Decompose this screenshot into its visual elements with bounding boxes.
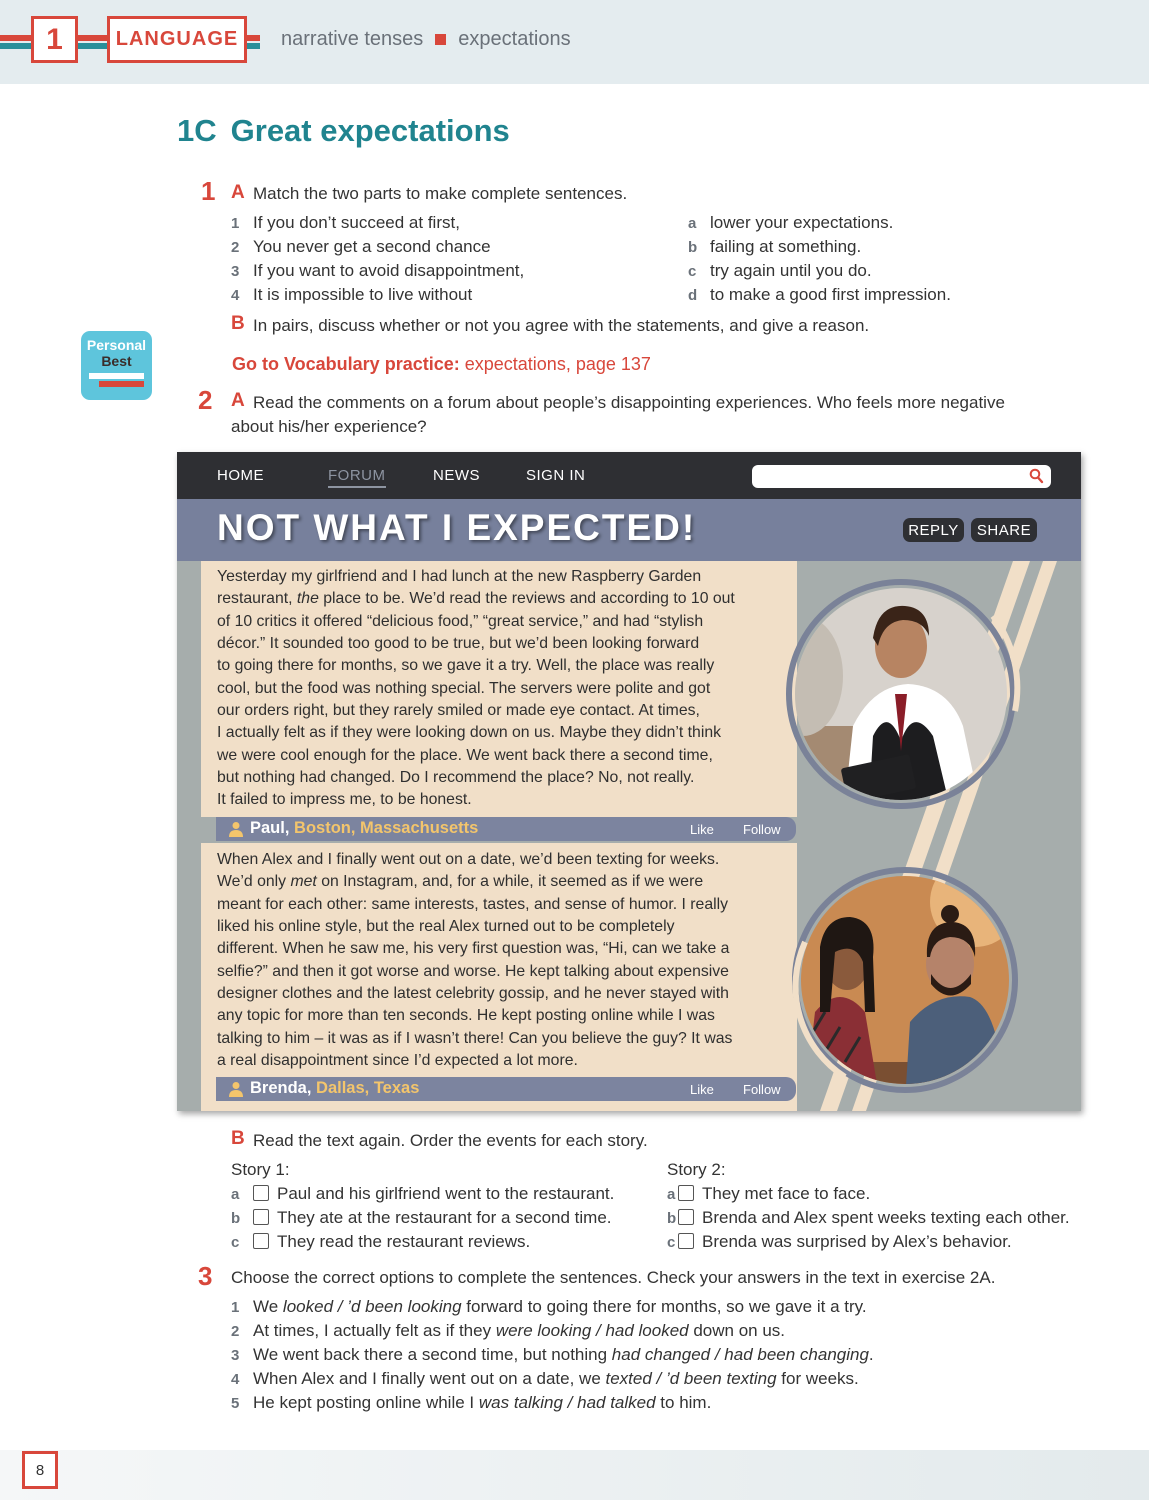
post-line: but nothing had changed. Do I recommend the place? No, not really. (217, 769, 695, 787)
exercise-3-item: 1 We looked / ’d been looking forward to going there for months, so we gave it a try. (231, 1297, 867, 1316)
story-1-item: b They ate at the restaurant for a second time. (231, 1208, 612, 1227)
exercise-3-number: 3 (198, 1261, 213, 1291)
match-right-item: a lower your expectations. (688, 213, 894, 232)
nav-sign-in[interactable]: SIGN IN (526, 467, 586, 484)
checkbox[interactable] (678, 1209, 694, 1225)
match-left-item: 2 You never get a second chance (231, 237, 491, 256)
vocab-link-label: Go to Vocabulary practice: (232, 354, 460, 374)
badge-line-2: Best (101, 353, 132, 369)
match-left-item: 1 If you don’t succeed at first, (231, 213, 460, 232)
exercise-3-item: 5 He kept posting online while I was talking / had talked to him. (231, 1393, 712, 1412)
checkbox[interactable] (678, 1185, 694, 1201)
post-1-location: Boston, Massachusetts (294, 819, 479, 837)
badge-line-1: Personal (86, 337, 147, 353)
checkbox[interactable] (253, 1185, 269, 1201)
post-line: different. When he saw me, his very first question was, “Hi, can we take a (217, 940, 730, 958)
exercise-3-instruction: Choose the correct options to complete the sentences. Check your answers in the text in exercise 2A. (231, 1268, 996, 1287)
story-2-item: b Brenda and Alex spent weeks texting each other. (667, 1208, 1070, 1227)
nav-news[interactable]: NEWS (433, 467, 480, 484)
post-line: any topic for more than ten seconds. He kept posting online while I was (217, 1007, 715, 1025)
forum-panel (177, 452, 1081, 1111)
exercise-2b-letter: B (231, 1128, 245, 1149)
post-line: restaurant, the place to be. We’d read the reviews and according to 10 out (217, 590, 735, 608)
exercise-2b-instruction: Read the text again. Order the events for each story. (253, 1131, 648, 1150)
match-right-item: b failing at something. (688, 237, 862, 256)
post-line: I actually felt as if they were looking down on us. Maybe they didn’t think (217, 724, 722, 742)
post-line: we were cool enough for the place. We went back there a second time, (217, 746, 713, 764)
section-label: LANGUAGE (107, 16, 247, 63)
lesson-code: 1C (177, 113, 217, 148)
person-icon (228, 1081, 244, 1097)
exercise-3-item: 2 At times, I actually felt as if they were looking / had looked down on us. (231, 1321, 786, 1340)
badge-bar-red (99, 381, 144, 387)
exercise-2a-instruction-line-2: about his/her experience? (231, 417, 427, 436)
couple-photo (785, 862, 1025, 1102)
match-right-item: c try again until you do. (688, 261, 872, 280)
exercise-1b-instruction: In pairs, discuss whether or not you agree with the statements, and give a reason. (253, 316, 870, 335)
post-line: When Alex and I finally went out on a date, we’d been texting for weeks. (217, 851, 720, 868)
match-left-item: 4 It is impossible to live without (231, 285, 473, 304)
post-line: designer clothes and the latest celebrity gossip, and he never stayed with (217, 985, 729, 1003)
post-2-like-button[interactable]: Like (690, 1082, 714, 1097)
topic-expectations: expectations (458, 28, 571, 50)
vocab-link-target: expectations, page 137 (464, 354, 651, 374)
lesson-title (177, 113, 510, 149)
checkbox[interactable] (678, 1233, 694, 1249)
post-1-like-button[interactable]: Like (690, 822, 714, 837)
post-line: a real disappointment since I’d expected a lot more. (217, 1052, 578, 1070)
nav-home[interactable]: HOME (217, 467, 264, 484)
page-number: 8 (22, 1451, 58, 1489)
story-2-label: Story 2: (667, 1160, 726, 1179)
post-line: selfie?” and then it got worse and worse. He kept talking about expensive (217, 962, 729, 980)
personal-best-badge (81, 331, 152, 400)
square-bullet-icon (435, 34, 446, 45)
nav-forum[interactable]: FORUM (328, 467, 386, 488)
topic-narrative-tenses: narrative tenses (281, 28, 424, 50)
exercise-2a-letter: A (231, 390, 245, 411)
post-line: meant for each other: same interests, tastes, and sense of humor. I really (217, 895, 729, 913)
forum-title-bar (177, 499, 1081, 561)
exercise-1a-letter: A (231, 182, 245, 203)
post-1-text (217, 566, 777, 812)
exercise-1a-instruction: Match the two parts to make complete sentences. (253, 184, 628, 203)
search-input[interactable] (752, 465, 1051, 488)
post-line: It failed to impress me, to be honest. (217, 791, 472, 809)
badge-bar-white (89, 373, 144, 379)
match-left-item: 3 If you want to avoid disappointment, (231, 261, 525, 280)
post-line: décor.” It sounded too good to be true, but we’d been looking forward (217, 635, 700, 653)
post-2-author: Brenda, Dallas, Texas (250, 1079, 420, 1097)
exercise-1b-letter: B (231, 313, 245, 334)
post-2-text (217, 849, 777, 1072)
post-line: Yesterday my girlfriend and I had lunch at the new Raspberry Garden (217, 568, 702, 585)
post-2-location: Dallas, Texas (316, 1079, 420, 1097)
story-2-item: c Brenda was surprised by Alex’s behavior. (667, 1232, 1012, 1251)
story-1-item: a Paul and his girlfriend went to the restaurant. (231, 1184, 615, 1203)
footer-band (0, 1450, 1149, 1500)
forum-title: NOT WHAT I EXPECTED! (217, 507, 697, 548)
exercise-2-number: 2 (198, 385, 213, 415)
story-1-item: c They read the restaurant reviews. (231, 1232, 531, 1251)
post-1-author-bar (216, 817, 796, 841)
post-line: of 10 critics it offered “delicious food,” “great service,” and had “stylish (217, 612, 704, 630)
post-line: our orders right, but they rarely smiled or made eye contact. At times, (217, 702, 700, 720)
waitress-photo (783, 576, 1027, 820)
header-topics (281, 28, 571, 51)
post-line: cool, but the food was nothing special. The servers were polite and got (217, 679, 711, 697)
post-1-author: Paul, Boston, Massachusetts (250, 819, 479, 837)
exercise-3-item: 3 We went back there a second time, but nothing had changed / had been changing. (231, 1345, 874, 1364)
share-button[interactable]: SHARE (971, 518, 1037, 542)
exercise-1-number: 1 (201, 176, 216, 206)
match-right-item: d to make a good first impression. (688, 285, 951, 304)
post-line: to going there for months, so we gave it a try. Well, the place was really (217, 657, 715, 675)
checkbox[interactable] (253, 1233, 269, 1249)
post-1-follow-button[interactable]: Follow (743, 822, 781, 837)
vocabulary-practice-link[interactable] (232, 354, 651, 375)
post-line: talking to him – it was as if I wasn’t there! Can you believe the guy? It was (217, 1029, 733, 1047)
story-1-label: Story 1: (231, 1160, 290, 1179)
story-2-item: a They met face to face. (667, 1184, 871, 1203)
forum-navbar (177, 452, 1081, 499)
post-line: We’d only met on Instagram, and, for a while, it seemed as if we were (217, 873, 704, 891)
checkbox[interactable] (253, 1209, 269, 1225)
post-2-author-bar (216, 1077, 796, 1101)
exercise-2a-instruction-line-1: Read the comments on a forum about people’s disappointing experiences. Who feels more negative (253, 393, 1005, 412)
search-icon[interactable] (1029, 468, 1044, 484)
unit-number: 1 (31, 16, 78, 63)
reply-button[interactable]: REPLY (903, 518, 964, 542)
post-line: liked his online style, but the real Alex turned out to be completely (217, 918, 675, 936)
lesson-title-text: Great expectations (230, 113, 510, 148)
exercise-3-item: 4 When Alex and I finally went out on a date, we texted / ’d been texting for weeks. (231, 1369, 859, 1388)
person-icon (228, 821, 244, 837)
post-2-follow-button[interactable]: Follow (743, 1082, 781, 1097)
